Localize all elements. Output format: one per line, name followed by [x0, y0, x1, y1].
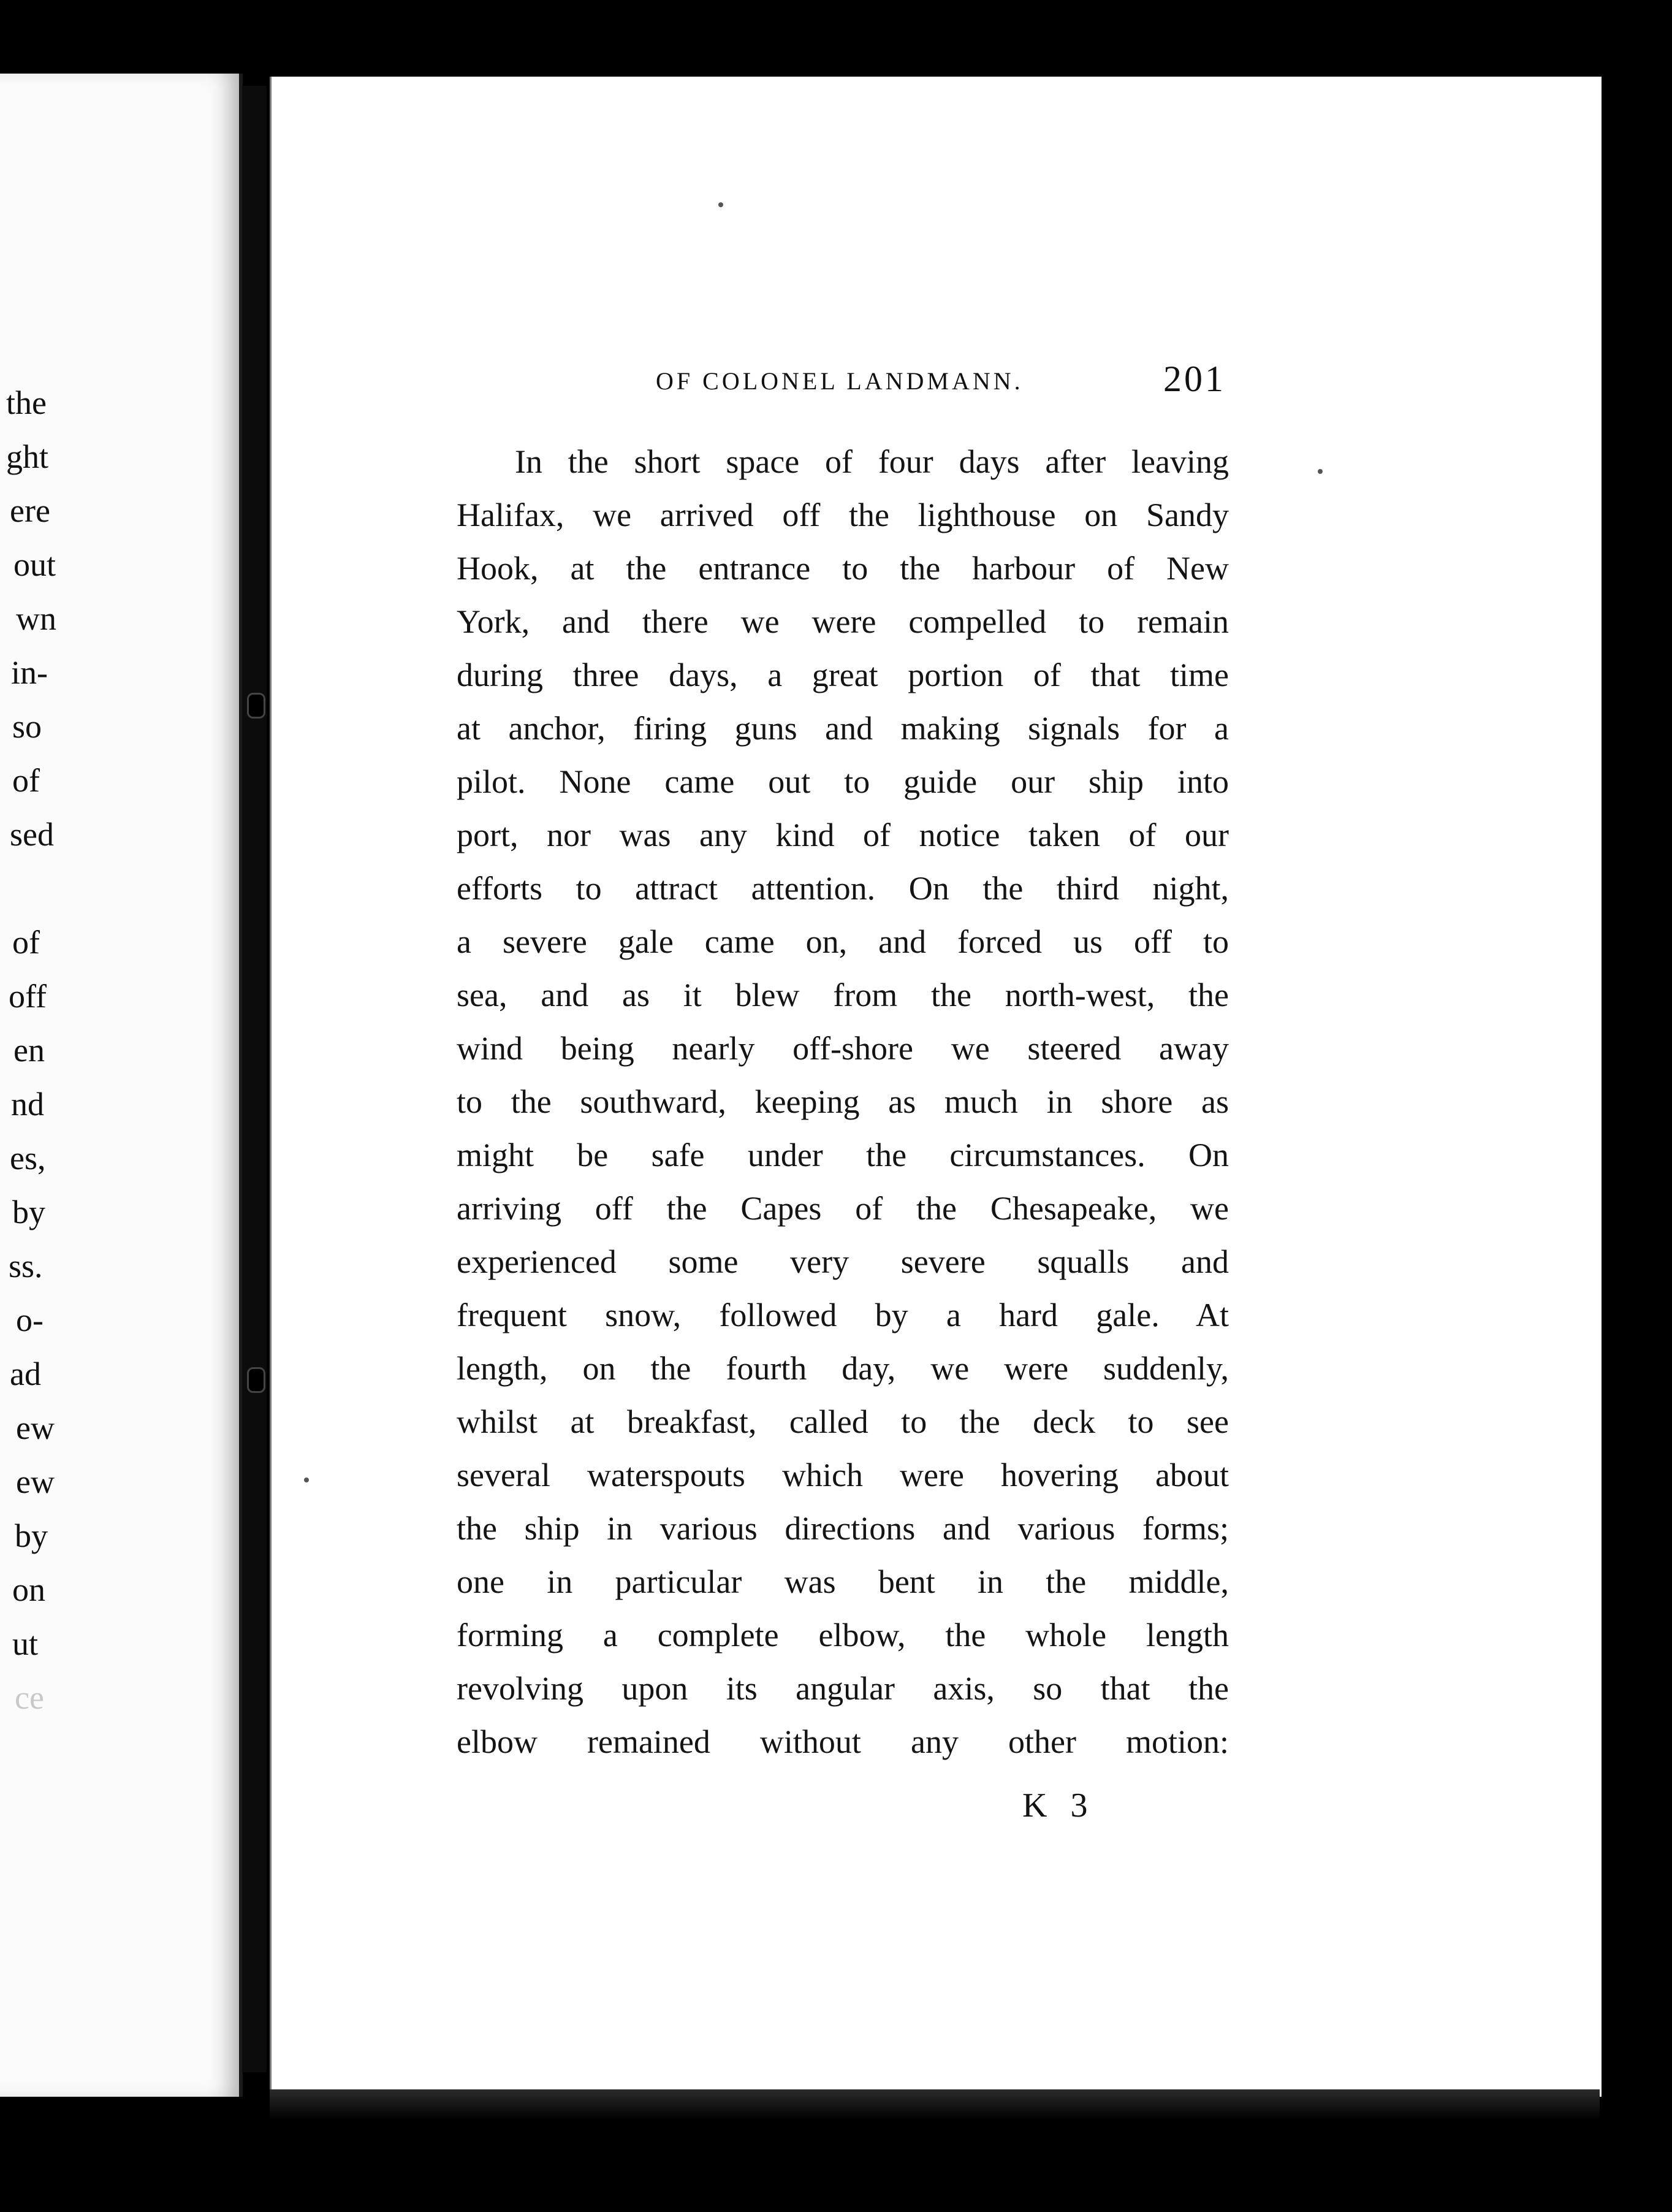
- text-line: sea, and as it blew from the north-west, the: [457, 977, 1229, 1013]
- ink-speck: [1318, 469, 1323, 474]
- binding-stitch: [247, 1367, 265, 1393]
- previous-page-fragment-text: ce: [15, 1679, 44, 1716]
- text-line: Hook, at the entrance to the harbour of New: [457, 550, 1229, 587]
- text-line: efforts to attract attention. On the third night,: [457, 870, 1229, 907]
- text-line: forming a complete elbow, the whole length: [457, 1617, 1229, 1653]
- text-line: wind being nearly off-shore we steered away: [457, 1030, 1229, 1067]
- previous-page-fragment-text: es,: [10, 1140, 46, 1177]
- text-line: pilot. None came out to guide our ship into: [457, 763, 1229, 800]
- text-line: might be safe under the circumstances. On: [457, 1137, 1229, 1173]
- previous-page-fragment-text: so: [12, 708, 42, 745]
- text-line: during three days, a great portion of that time: [457, 657, 1229, 693]
- text-line: revolving upon its angular axis, so that the: [457, 1670, 1229, 1707]
- previous-page-fragment-text: ut: [12, 1625, 39, 1662]
- previous-page-fragment-text: ere: [10, 492, 50, 529]
- text-line: to the southward, keeping as much in shore as: [457, 1083, 1229, 1120]
- previous-page-fragment: [0, 74, 243, 2097]
- previous-page-fragment-text: out: [13, 546, 56, 583]
- text-line: York, and there we were compelled to remain: [457, 603, 1229, 640]
- page-bottom-shadow: [270, 2089, 1600, 2120]
- text-line: one in particular was bent in the middle,: [457, 1563, 1229, 1600]
- running-head: OF COLONEL LANDMANN.: [656, 367, 1024, 395]
- previous-page-fragment-text: sed: [10, 816, 54, 853]
- text-line: experienced some very severe squalls and: [457, 1243, 1229, 1280]
- text-line: arriving off the Capes of the Chesapeake, we: [457, 1190, 1229, 1227]
- previous-page-fragment-text: by: [15, 1517, 48, 1554]
- book-binding: [242, 86, 267, 2072]
- previous-page-fragment-text: ew: [16, 1463, 55, 1500]
- text-line: several waterspouts which were hovering about: [457, 1457, 1229, 1493]
- signature-mark: K 3: [1022, 1787, 1095, 1825]
- ink-speck: [718, 202, 723, 207]
- text-line: length, on the fourth day, we were suddenly,: [457, 1350, 1229, 1387]
- previous-page-fragment-text: of: [12, 762, 40, 799]
- ink-speck: [304, 1478, 309, 1482]
- previous-page-fragment-text: by: [12, 1194, 45, 1230]
- text-line: In the short space of four days after leaving: [515, 443, 1229, 480]
- text-line: elbow remained without any other motion:: [457, 1723, 1229, 1760]
- previous-page-fragment-text: ew: [16, 1409, 55, 1446]
- text-line: a severe gale came on, and forced us off to: [457, 923, 1229, 960]
- previous-page-fragment-text: in-: [11, 654, 48, 691]
- previous-page-fragment-text: en: [13, 1032, 45, 1069]
- previous-page-fragment-text: ght: [6, 438, 49, 475]
- previous-page-fragment-text: ad: [10, 1356, 41, 1392]
- body-text: [457, 435, 1229, 1769]
- previous-page-fragment-text: ss.: [9, 1248, 43, 1284]
- page-number: 201: [1163, 359, 1226, 399]
- binding-stitch: [247, 693, 265, 719]
- text-line: frequent snow, followed by a hard gale. At: [457, 1297, 1229, 1333]
- previous-page-fragment-text: off: [9, 978, 47, 1015]
- text-line: at anchor, firing guns and making signals for a: [457, 710, 1229, 747]
- previous-page-fragment-text: on: [12, 1571, 45, 1608]
- previous-page-fragment-text: wn: [16, 600, 56, 637]
- text-line: port, nor was any kind of notice taken of our: [457, 817, 1229, 853]
- previous-page-fragment-text: of: [12, 924, 40, 961]
- text-line: Halifax, we arrived off the lighthouse on Sandy: [457, 497, 1229, 533]
- previous-page-fragment-text: the: [6, 384, 47, 421]
- previous-page-fragment-text: nd: [11, 1086, 44, 1123]
- text-line: the ship in various directions and various forms;: [457, 1510, 1229, 1547]
- text-line: whilst at breakfast, called to the deck to see: [457, 1403, 1229, 1440]
- previous-page-fragment-text: o-: [16, 1302, 44, 1338]
